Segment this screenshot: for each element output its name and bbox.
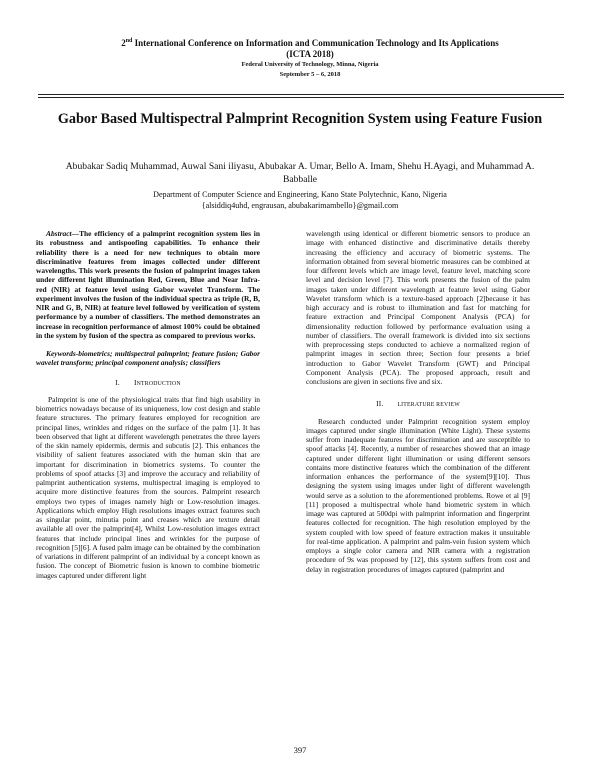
page-number: 397 bbox=[293, 745, 307, 755]
section-number: I. bbox=[115, 377, 120, 387]
affiliation-emails: {alsiddiq4uhd, engrausan, abubakarimambello}@gmail.com bbox=[201, 201, 399, 210]
conference-ordinal-sup: nd bbox=[125, 38, 133, 44]
introduction-paragraph: Palmprint is one of the physiological traits that find high usability in biometrics nowadays because of its uniqueness, low cost design and stable feature structures. The primary features employed for recognition are principal lines, wrinkles and ridges on the surface of the palm [1]. It has been observed that light at different wavelength penetrates the three layers of the skin namely epidermis, dermis and subcutis [2]. This enhances the visibility of salient features associated with the human skin that are important for discrimination in biometrics systems. To counter the problems of spoof attacks [3] and improve the accuracy and reliability of palmprint authentication systems, multispectral imaging is employed to acquire more distinctive features from the sources. Palmprint research employs two types of images namely high or Low-resolution images. Applications which employ High resolutions images extract features such as singular point, minutia point and creases which are texture detail available all over the palmprint[4], Whilst Low-resolution images extract features that include principal lines and wrinkles for the purpose of recognition [5][6]. A fused palm image can be obtained by the combination of variations in different palmprint of an individual by a concept known as fusion. The concept of Biometric fusion is known to combine biometric images captured under different light bbox=[36, 394, 260, 580]
conference-abbr: (ICTA 2018) bbox=[286, 49, 334, 59]
section-number: II. bbox=[376, 399, 384, 409]
paper-authors: Abubakar Sadiq Muhammad, Auwal Sani iliyasu, Abubakar A. Umar, Bello A. Imam, Shehu H.Ayagi, and Muhammad A. Babballe bbox=[65, 161, 535, 185]
keywords-text: biometrics; multispectral palmprint; feature fusion; Gabor wavelet transform; principal component analysis; classifiers bbox=[36, 349, 260, 368]
literature-review-paragraph: Research conducted under Palmprint recognition system employ images captured under single illumination (White Light). These systems suffer from inadequate features for discrimination and are susceptible to spoof attacks [4]. Recently, a number of researches showed that an image captured under different light illumination or using different sensors contains more distinctive features which the combination of the different information enhances the performance of the system[9][10]. Thus designing the system using images under light of different wavelength would serve as a solution to the aforementioned problems. Rowe et al [9][11] proposed a multispectral whole hand biometric system in which image was captured at 500dpi with palmprint information and fingerprint features collected for recognition. The high resolution employed by the system coupled with low speed of feature extraction makes it unsuitable for real-time application. A palmprint and palm-vein fusion system which employs a single color camera and NIR camera with a registration procedure of 9s was proposed by [12], this system suffers from cost and delay in registration procedures of images captured (palmprint and bbox=[306, 416, 530, 574]
left-column bbox=[36, 229, 260, 580]
section-title-first: I bbox=[133, 377, 137, 387]
conference-name bbox=[100, 38, 520, 49]
keywords-label: Keywords- bbox=[46, 349, 79, 358]
header-rule-top bbox=[38, 94, 564, 95]
section-title: LITERATURE REVIEW bbox=[397, 402, 460, 409]
paper-title: Gabor Based Multispectral Palmprint Recognition System using Feature Fusion bbox=[57, 111, 543, 127]
section-title-rest: NTRODUCTION bbox=[136, 380, 181, 387]
affiliation bbox=[60, 189, 540, 211]
header-rule-bottom bbox=[38, 97, 564, 98]
abstract-label: Abstract bbox=[46, 229, 72, 238]
conference-header bbox=[100, 38, 520, 80]
abstract bbox=[36, 229, 260, 340]
conference-ordinal: 2 bbox=[121, 38, 126, 48]
abstract-text: —The efficiency of a palmprint recognition system lies in its robustness and antispoofing capabilities. To enhance their reliability there is a need for new techniques to obtain more discriminative features from images collected under different wavelengths. This work presents the fusion of palmprint images taken under different light illumination Red, Green, Blue and Near Infra-red (NIR) at feature level using Gabor wavelet Transform. The experiment involves the fusion of the individual spectra as triple (R, B, NIR and G, B, NIR) at feature level followed by verification of system performance by a number of classifiers. The method demonstrates an increase in recognition performance of almost 100% could be obtained in the system by fusion of the spectra as compared to previous works. bbox=[36, 229, 260, 340]
section-heading-introduction bbox=[36, 378, 260, 389]
conference-dates: September 5 – 6, 2018 bbox=[279, 71, 341, 78]
conference-university: Federal University of Technology, Minna, Nigeria bbox=[241, 61, 379, 68]
section-heading-literature-review bbox=[306, 399, 530, 410]
affiliation-department: Department of Computer Science and Engineering, Kano State Polytechnic, Kano, Nigeria bbox=[153, 190, 447, 199]
right-column bbox=[306, 229, 530, 574]
continued-paragraph: wavelength using identical or different biometric sensors to produce an image with enhanced distinctive and discriminative details thereby increasing the efficiency and accuracy of biometric systems. The information obtained from several biometric measures can be combined at four different levels which are image level, feature level, matching score level and decision level [7]. This work presents the fusion of the palm images taken under different wavelength at feature level using Gabor Wavelet transform which is a texture-based approach [2]because it has high accuracy and is robust to illumination and fast for matching for feature extraction and Principal Component Analysis (PCA) for dimensionality reduction followed by performance evaluation using a number of classifiers. The overall framework is divided into six sections with preprocessing steps conducted to achieve a normalized region of palmprint images in section three; Section four presents a brief introduction to Gabor Wavelet Transform (GWT) and Principal Component Analysis (PCA). The proposed approach, result and conclusions are given in sections five and six. bbox=[306, 229, 530, 386]
keywords bbox=[36, 349, 260, 368]
conference-name-text: International Conference on Information and Communication Technology and Its Applications bbox=[132, 38, 499, 48]
